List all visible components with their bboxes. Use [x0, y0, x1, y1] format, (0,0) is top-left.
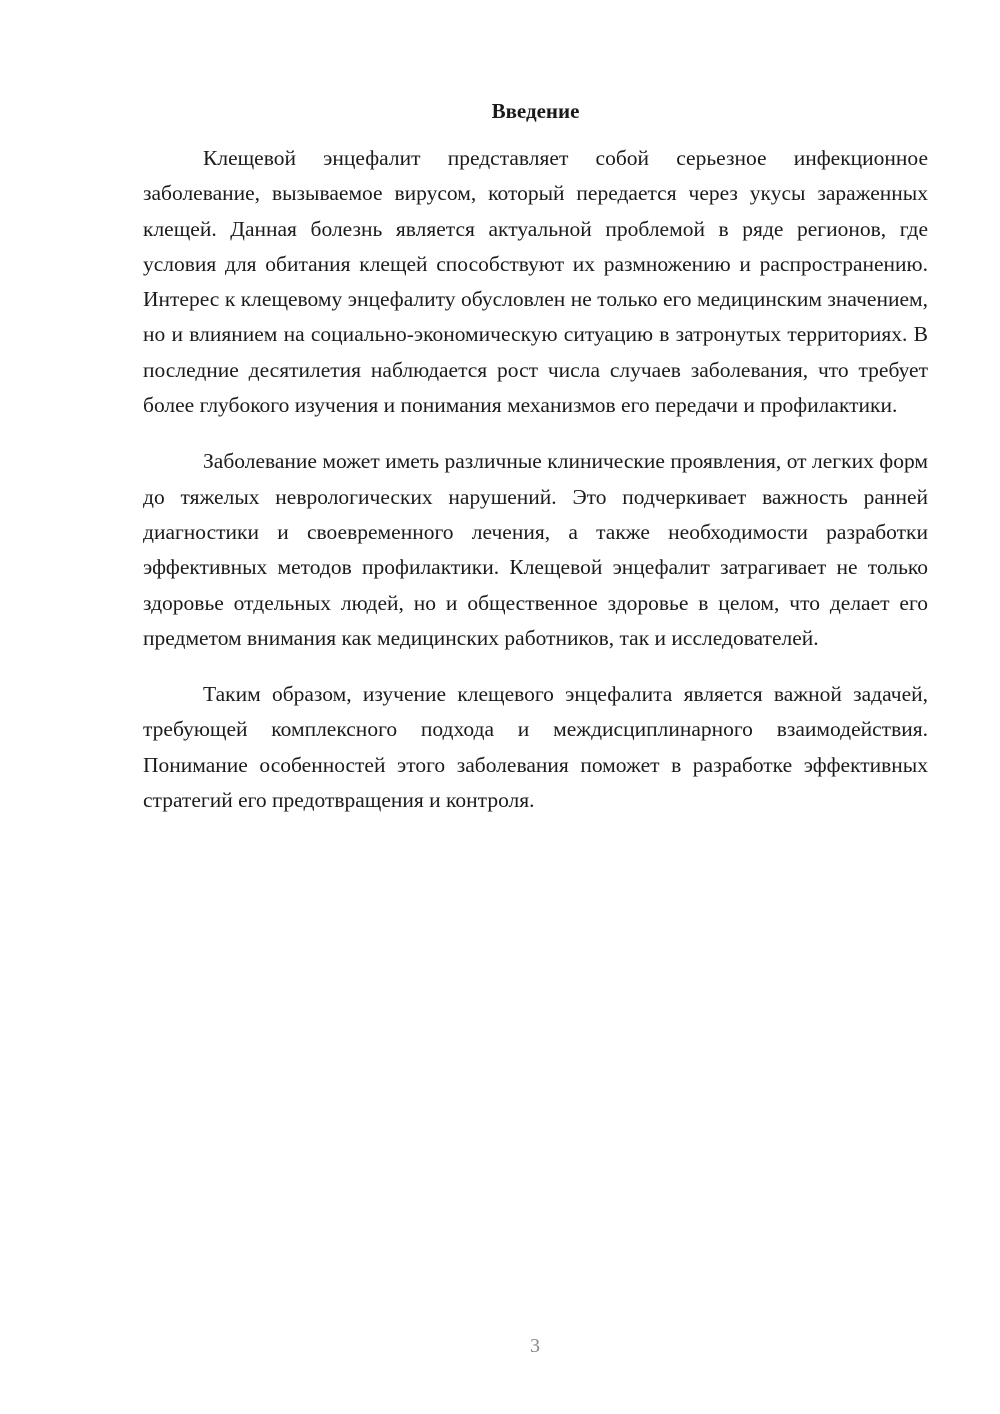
- section-heading: Введение: [491, 99, 580, 123]
- page-number: 3: [530, 1335, 540, 1357]
- paragraph-3: Таким образом, изучение клещевого энцефалита является важной задачей, требующей комплексного подхода и междисциплинарного взаимодействия. Понимание особенностей этого заболевания поможет в разработке эффективных стратегий его предотвращения и контроля.: [143, 682, 928, 813]
- paragraph-1: Клещевой энцефалит представляет собой серьезное инфекционное заболевание, вызываемое вирусом, который передается через укусы зараженных клещей. Данная болезнь является актуальной проблемой в ряде регионов, где условия для обитания клещей способствуют их размножению и распространению. Интерес к клещевому энцефалиту обусловлен не только его медицинским значением, но и влиянием на социально-экономическую ситуацию в затронутых территориях. В последние десятилетия наблюдается рост числа случаев заболевания, что требует более глубокого изучения и понимания механизмов его передачи и профилактики.: [143, 146, 928, 418]
- page-content: [143, 95, 928, 839]
- paragraph-2: Заболевание может иметь различные клинические проявления, от легких форм до тяжелых неврологических нарушений. Это подчеркивает важность ранней диагностики и своевременного лечения, а также необходимости разработки эффективных методов профилактики. Клещевой энцефалит затрагивает не только здоровье отдельных людей, но и общественное здоровье в целом, что делает его предметом внимания как медицинских работников, так и исследователей.: [143, 449, 928, 650]
